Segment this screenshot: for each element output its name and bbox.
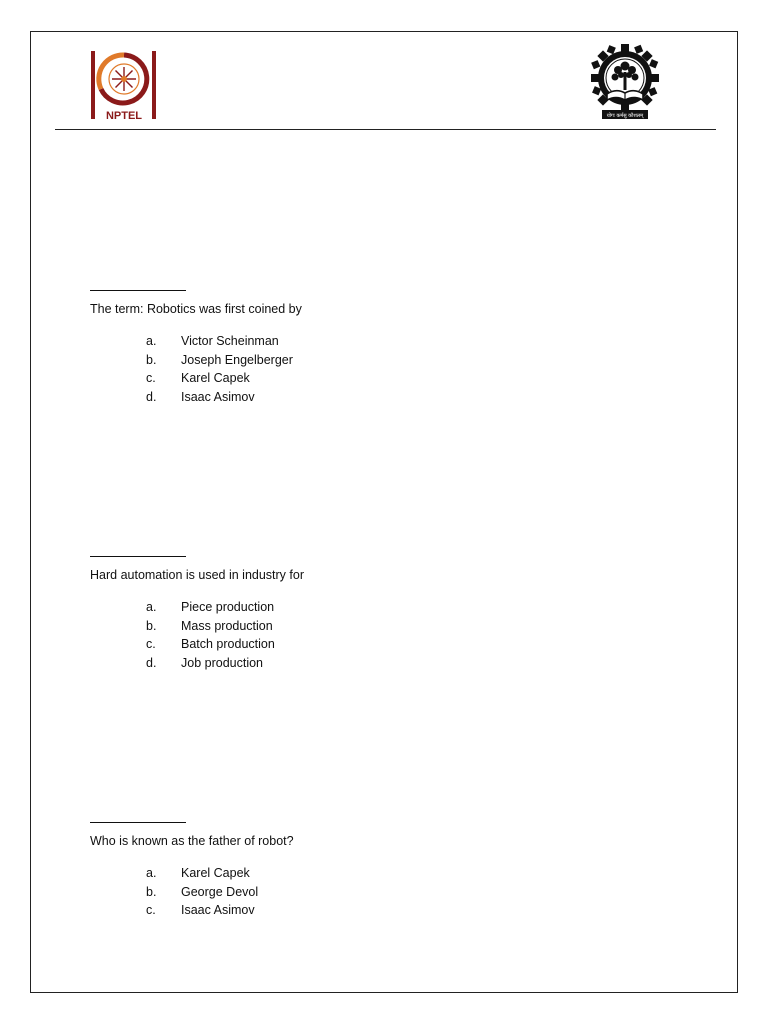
option-letter: b. [146, 352, 157, 367]
option-item [90, 654, 590, 673]
option-text: Isaac Asimov [181, 389, 255, 404]
option-list [90, 864, 590, 920]
question-text: Hard automation is used in industry for [90, 568, 304, 582]
option-list [90, 332, 590, 406]
option-text: Karel Capek [181, 371, 250, 385]
option-letter: a. [146, 334, 157, 348]
question-3 [90, 822, 590, 920]
emblem-motto: योगः कर्मसु कौशलम् [606, 113, 644, 119]
option-text: Piece production [181, 600, 275, 614]
option-text: Victor Scheinman [181, 334, 279, 348]
option-item [90, 332, 590, 351]
option-letter: c. [146, 903, 156, 917]
question-1 [90, 290, 590, 406]
question-text: Who is known as the father of robot? [90, 834, 294, 848]
option-text: Mass production [181, 618, 273, 633]
option-item [90, 883, 590, 902]
answer-blank [90, 822, 186, 823]
option-item [90, 635, 590, 654]
option-item [90, 617, 590, 636]
option-letter: b. [146, 618, 157, 633]
header-divider [55, 129, 716, 130]
option-text: Karel Capek [181, 866, 250, 880]
option-item [90, 388, 590, 407]
nptel-label: NPTEL [105, 110, 143, 122]
option-letter: d. [146, 389, 157, 404]
option-item [90, 901, 590, 920]
option-text: Job production [181, 655, 264, 670]
option-item [90, 864, 590, 883]
option-letter: b. [146, 884, 157, 899]
option-letter: c. [146, 371, 156, 385]
option-text: Batch production [181, 637, 275, 651]
question-2 [90, 556, 590, 672]
option-item [90, 369, 590, 388]
question-text: The term: Robotics was first coined by [90, 302, 302, 316]
nptel-logo-icon [88, 49, 160, 123]
option-letter: d. [146, 655, 157, 670]
option-letter: c. [146, 637, 156, 651]
answer-blank [90, 556, 186, 557]
option-text: Isaac Asimov [181, 903, 255, 917]
option-letter: a. [146, 600, 157, 614]
iit-kharagpur-emblem-icon [590, 44, 660, 122]
option-list [90, 598, 590, 672]
answer-blank [90, 290, 186, 291]
option-item [90, 351, 590, 370]
option-text: George Devol [181, 884, 259, 899]
option-item [90, 598, 590, 617]
option-text: Joseph Engelberger [181, 352, 293, 367]
option-letter: a. [146, 866, 157, 880]
